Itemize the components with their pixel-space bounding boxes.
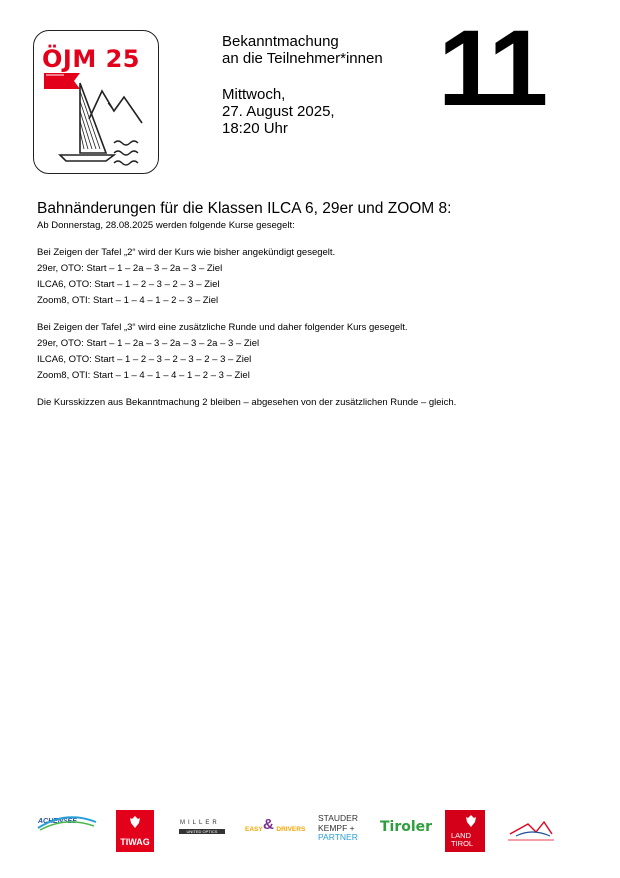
notice-day: Mittwoch,: [222, 86, 286, 103]
eagle-icon: [465, 814, 477, 828]
notice-heading-line1: Bekanntmachung: [222, 33, 339, 50]
sponsor-land-tirol-logo: [445, 810, 485, 852]
drivers-label: DRIVERS: [276, 826, 306, 833]
land-label: LAND: [451, 831, 472, 840]
notice-number: 11: [438, 7, 545, 128]
event-logo: [33, 30, 159, 174]
sponsor-achensee-logo: [38, 818, 77, 825]
sponsor-miller-subtitle: UNITED OPTICS: [179, 829, 225, 834]
course-line: ILCA6, OTO: Start – 1 – 2 – 3 – 2 – 3 – Ziel: [37, 279, 220, 290]
stauder-line1: STAUDER: [318, 813, 358, 823]
stauder-line2: KEMPF +: [318, 822, 355, 833]
intro-line: Ab Donnerstag, 28.08.2025 werden folgende Kurse gesegelt:: [37, 220, 295, 231]
tirol-label: TIROL: [451, 839, 474, 848]
sponsor-tiwag-logo: [116, 810, 154, 852]
notice-date: 27. August 2025,: [222, 103, 335, 120]
sponsor-miller-logo: MILLER: [180, 820, 220, 826]
notice-heading-line2: an die Teilnehmer*innen: [222, 50, 383, 67]
closing-note: [37, 395, 597, 411]
course-group-2: [37, 245, 597, 309]
course-group-3: [37, 320, 597, 384]
notice-datetime: [222, 86, 335, 137]
tiwag-label: TIWAG: [120, 837, 150, 847]
course-line: Zoom8, OTI: Start – 1 – 4 – 1 – 4 – 1 – 2 – 3 – Ziel: [37, 370, 250, 381]
sailing-federation-icon: [506, 816, 556, 844]
course-line: 29er, OTO: Start – 1 – 2a – 3 – 2a – 3 – 2a – 3 – Ziel: [37, 338, 260, 349]
sponsor-tiroler-logo: Tiroler: [380, 819, 433, 835]
closing-line: Die Kursskizzen aus Bekanntmachung 2 bleiben – abgesehen von der zusätzlichen Runde – gleich.: [37, 397, 457, 408]
course-line: 29er, OTO: Start – 1 – 2a – 3 – 2a – 3 – Ziel: [37, 263, 223, 274]
course-line: Bei Zeigen der Tafel „2“ wird der Kurs wie bisher angekündigt gesegelt.: [37, 247, 336, 258]
logo-title: ÖJM 25: [42, 45, 140, 73]
swoosh-icon: [36, 812, 98, 834]
eagle-icon: [129, 815, 141, 829]
intro-text: [37, 218, 597, 234]
achensee-label: ACHENSEE: [38, 818, 77, 825]
easy-label: EASY: [245, 826, 263, 833]
section-title: Bahnänderungen für die Klassen ILCA 6, 29er und ZOOM 8:: [37, 200, 452, 217]
easy-drivers-mark-icon: &: [263, 816, 274, 833]
notice-time: 18:20 Uhr: [222, 120, 288, 137]
sponsor-sailing-federation-logo: [506, 816, 556, 849]
course-line: Bei Zeigen der Tafel „3“ wird eine zusätzliche Runde und daher folgender Kurs gesegelt.: [37, 322, 408, 333]
sponsor-stauder-logo: [318, 814, 358, 843]
course-line: Zoom8, OTI: Start – 1 – 4 – 1 – 2 – 3 – Ziel: [37, 295, 219, 306]
course-line: ILCA6, OTO: Start – 1 – 2 – 3 – 2 – 3 – 2 – 3 – Ziel: [37, 354, 252, 365]
sponsor-bar: [38, 808, 583, 854]
notice-heading: [222, 33, 383, 67]
stauder-line3: PARTNER: [318, 832, 358, 842]
sponsor-easy-drivers-logo: [245, 826, 305, 833]
